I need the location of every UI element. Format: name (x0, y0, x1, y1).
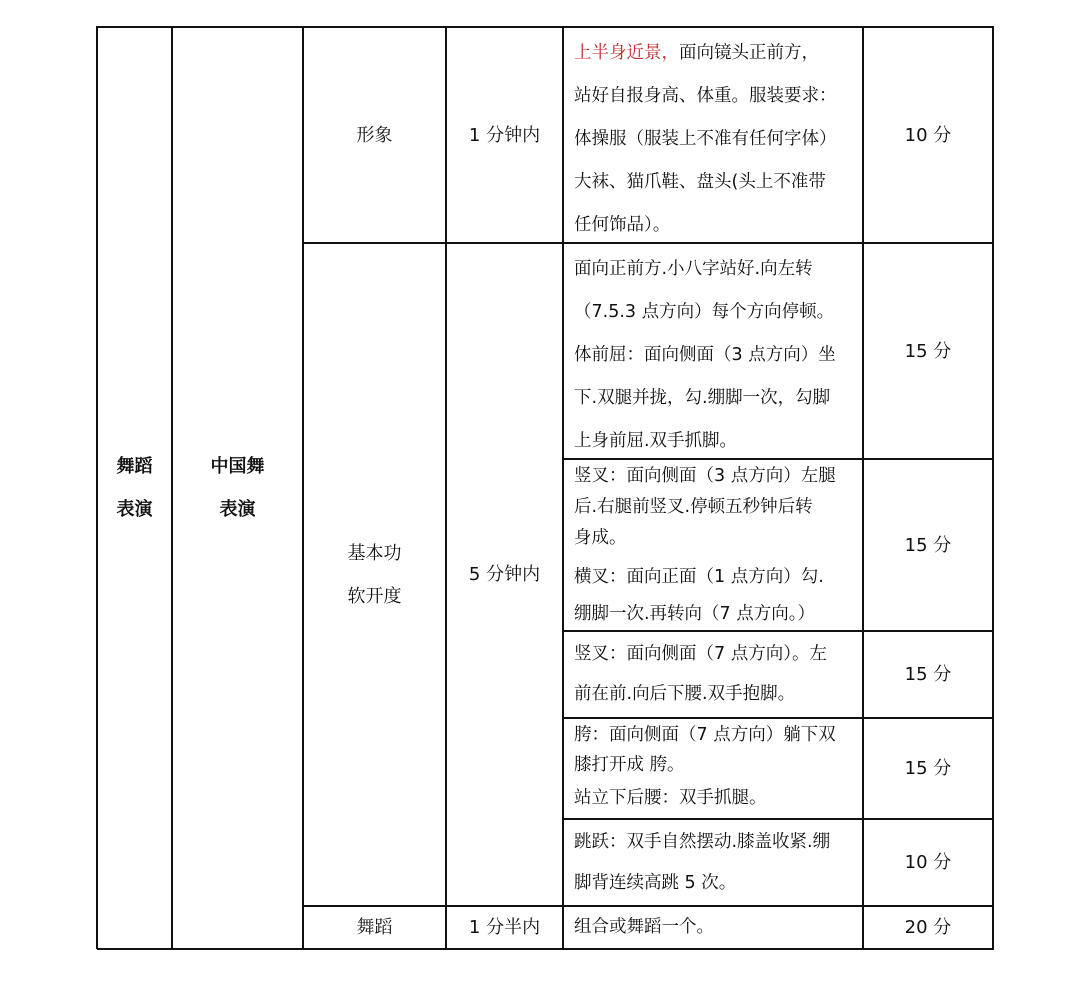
score-label: 15 分 (904, 664, 952, 685)
item-label: 舞蹈 (356, 917, 393, 938)
desc-line: 脚背连续高跳 5 次。 (574, 873, 737, 893)
time-label: 1 分钟内 (468, 124, 541, 146)
desc-line: 面向正前方.小八字站好.向左转 (574, 259, 813, 279)
desc-cell-sub3 (563, 631, 863, 718)
column-divider (171, 26, 173, 949)
desc-line: 体前屈：面向侧面（3 点方向）坐 (574, 345, 836, 365)
row-divider (562, 818, 993, 820)
desc-line: 跳跃：双手自然摆动.膝盖收紧.绷 (574, 832, 831, 852)
item-label-line2: 软开度 (347, 585, 402, 607)
desc-line: 任何饰品）。 (574, 215, 671, 235)
table-border-left (96, 26, 98, 949)
time-cell-flexibility (446, 243, 563, 906)
desc-cell-sub4 (563, 718, 863, 819)
desc-line: 下.双腿并拢，勾.绷脚一次，勾脚 (574, 388, 831, 408)
column-divider (302, 26, 304, 949)
score-cell (863, 906, 993, 949)
desc-line: 身成。 (574, 528, 627, 548)
category-line2: 表演 (116, 499, 153, 520)
column-divider (445, 26, 447, 949)
score-label: 20 分 (904, 917, 952, 938)
score-cell (863, 459, 993, 631)
score-label: 10 分 (904, 852, 952, 873)
category-cell (97, 27, 172, 949)
score-cell (863, 27, 993, 243)
subcategory-cell (172, 27, 303, 949)
desc-line: 胯：面向侧面（7 点方向）躺下双 (574, 725, 836, 745)
desc-line: 上身前屈.双手抓脚。 (574, 431, 738, 451)
item-cell-image (303, 27, 446, 243)
subcategory-line2: 表演 (219, 499, 256, 520)
row-divider (562, 717, 993, 719)
desc-line: 站好自报身高、体重。服装要求： (574, 86, 837, 106)
score-cell (863, 631, 993, 718)
time-label: 1 分半内 (468, 917, 541, 938)
item-label: 形象 (356, 124, 393, 146)
desc-cell-sub2 (563, 459, 863, 631)
desc-line: 体操服（服装上不准有任何字体） (574, 129, 837, 149)
row-divider (302, 905, 993, 907)
row-divider (562, 458, 993, 460)
desc-line: 竖叉：面向侧面（3 点方向）左腿 (574, 466, 836, 486)
desc-line: 上半身近景，面向镜头正前方， (574, 43, 819, 63)
column-divider (562, 26, 564, 949)
category-line1: 舞蹈 (116, 456, 153, 477)
desc-line: （7.5.3 点方向）每个方向停顿。 (574, 302, 835, 322)
desc-line: 膝打开成 胯。 (574, 755, 685, 775)
score-label: 10 分 (904, 124, 952, 146)
desc-cell-dance (563, 906, 863, 949)
desc-line: 竖叉：面向侧面（7 点方向）。左 (574, 644, 827, 664)
subcategory-line1: 中国舞 (210, 456, 265, 477)
desc-line: 站立下后腰：双手抓腿。 (574, 788, 767, 808)
item-label-line1: 基本功 (347, 542, 402, 564)
score-label: 15 分 (904, 340, 952, 362)
time-label: 5 分钟内 (468, 564, 541, 585)
score-label: 15 分 (904, 758, 952, 779)
desc-line: 大袜、猫爪鞋、盘头(头上不准带 (574, 172, 826, 192)
score-cell (863, 718, 993, 819)
column-divider (862, 26, 864, 949)
score-cell (863, 819, 993, 906)
desc-line: 组合或舞蹈一个。 (574, 917, 714, 937)
item-cell-dance (303, 906, 446, 949)
desc-cell-sub1 (563, 243, 863, 459)
row-divider (302, 242, 993, 244)
row-divider (562, 630, 993, 632)
table-border-right (992, 26, 994, 949)
desc-cell-sub5 (563, 819, 863, 906)
time-cell-image (446, 27, 563, 243)
desc-line: 前在前.向后下腰.双手抱脚。 (574, 684, 796, 704)
table-border-top (97, 26, 994, 28)
desc-line: 绷脚一次.再转向（7 点方向。） (574, 604, 816, 624)
desc-line: 横叉：面向正面（1 点方向）勾. (574, 567, 824, 587)
desc-cell-image (563, 27, 863, 243)
desc-line: 后.右腿前竖叉.停顿五秒钟后转 (574, 497, 813, 517)
table-border-bottom (97, 948, 994, 950)
score-cell (863, 243, 993, 459)
score-label: 15 分 (904, 534, 952, 556)
time-cell-dance (446, 906, 563, 949)
item-cell-flexibility (303, 243, 446, 906)
desc-highlight: 上半身近景， (574, 43, 679, 63)
